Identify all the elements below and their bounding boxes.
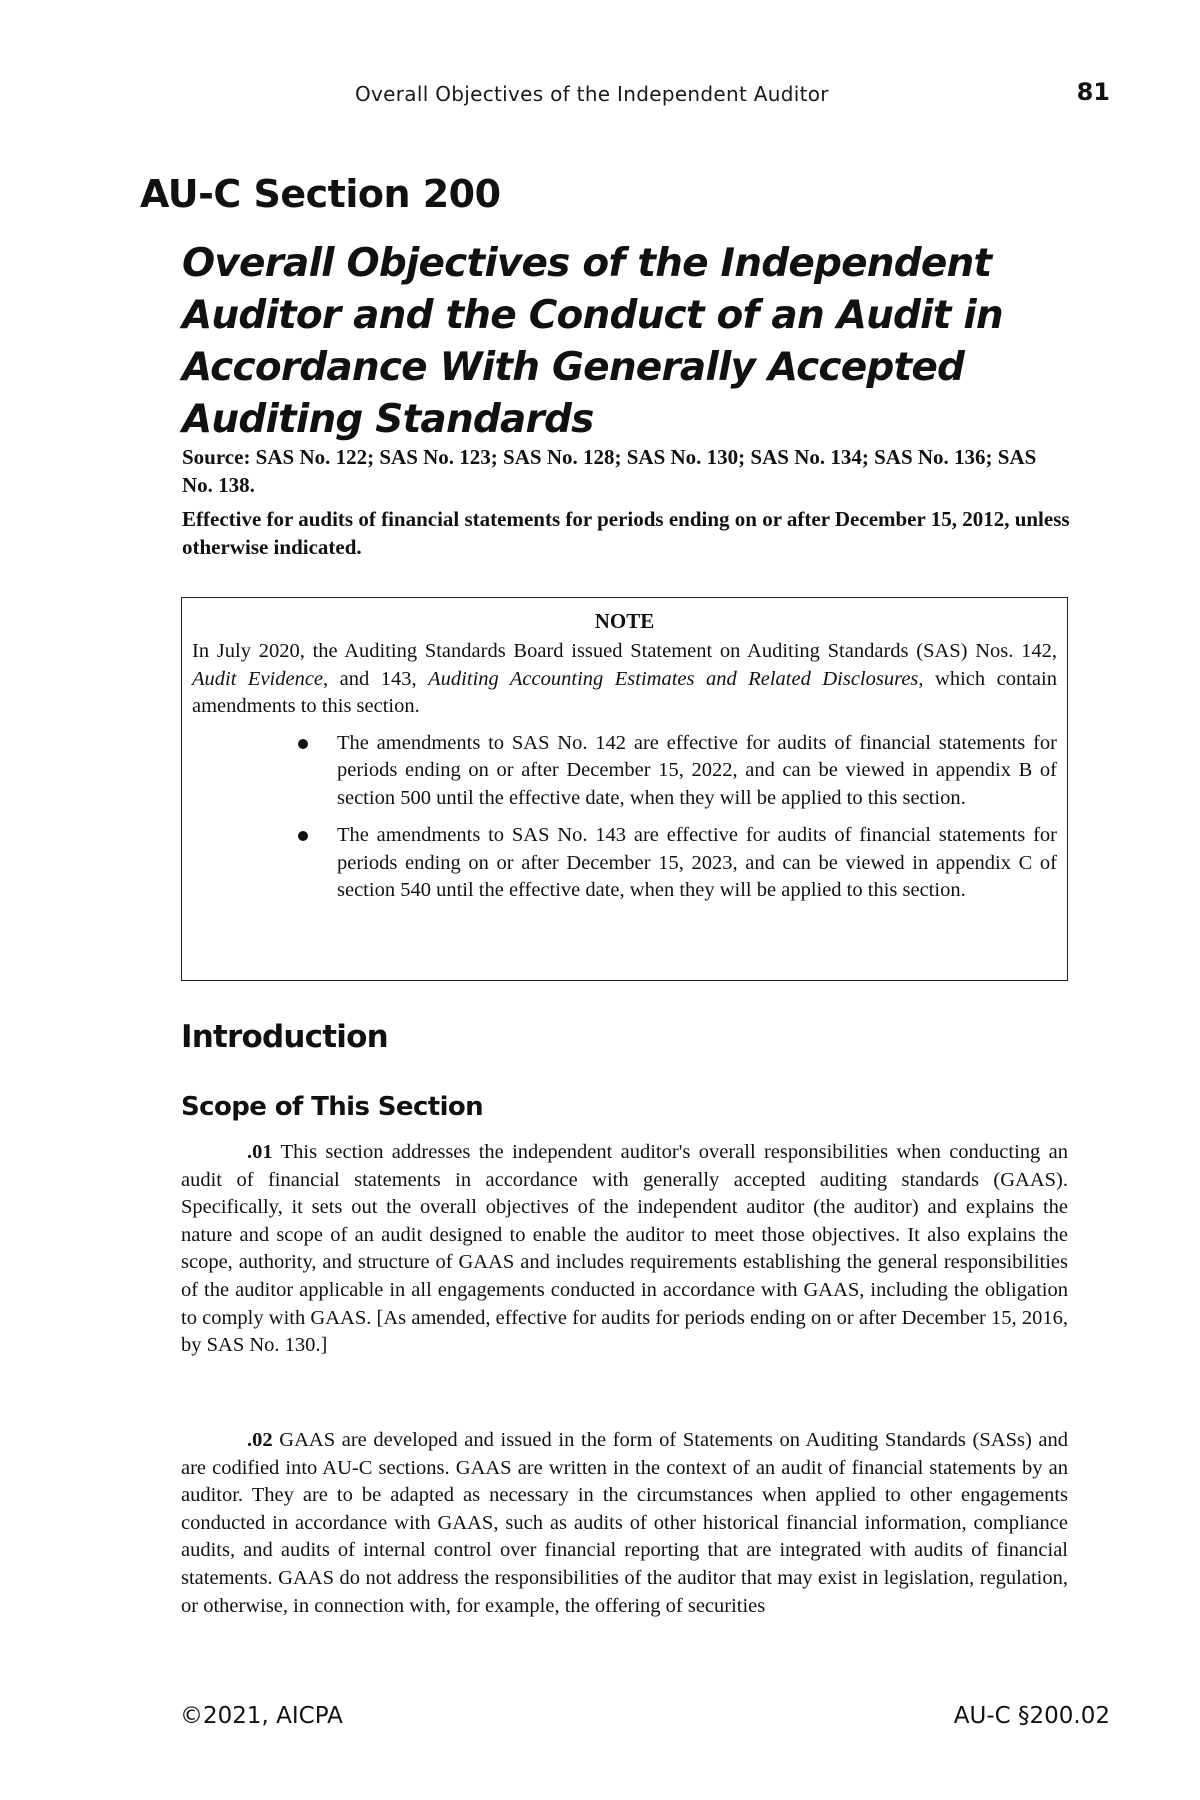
bullet-icon	[298, 739, 308, 749]
note-bullet-list	[192, 730, 1057, 905]
footer-copyright: ©2021, AICPA	[180, 1703, 343, 1729]
note-intro-title-2: Auditing Accounting Estimates and Related Disclosures	[428, 667, 919, 690]
note-intro	[192, 638, 1057, 721]
note-bullet	[192, 730, 1057, 813]
effective-date-line: Effective for audits of financial statements for periods ending on or after December 15, 2012, unless otherwise indicated.	[182, 507, 1070, 559]
note-intro-middle: , and 143,	[323, 667, 429, 690]
note-intro-title-1: Audit Evidence	[192, 667, 324, 690]
paragraph-02	[181, 1427, 1068, 1620]
note-bullet	[192, 822, 1057, 905]
note-title: NOTE	[594, 609, 655, 633]
footer-reference: AU-C §200.02	[953, 1703, 1110, 1729]
running-title: Overall Objectives of the Independent Auditor	[355, 82, 829, 106]
paragraph-number: .02	[247, 1429, 273, 1451]
introduction-heading: Introduction	[181, 1019, 388, 1055]
note-bullet-text: The amendments to SAS No. 142 are effective for audits of financial statements for periods ending on or after December 15, 2022, and can be viewed in appendix B of section 500 until the effective date, when they will be applied to this section.	[337, 731, 1057, 809]
paragraph-text: GAAS are developed and issued in the form of Statements on Auditing Standards (SASs) and are codified into AU-C sections. GAAS are written in the context of an audit of financial statements by an auditor. They are to be adapted as necessary in the circumstances when applied to other engagements conducted in accordance with GAAS, such as audits of other historical financial information, compliance audits, and audits of internal control over financial reporting that are integrated with audits of financial statements. GAAS do not address the responsibilities of the auditor that may exist in legislation, regulation, or otherwise, in connection with, for example, the offering of securities	[181, 1429, 1069, 1617]
paragraph-01	[181, 1139, 1068, 1360]
running-header	[0, 78, 1200, 114]
note-intro-after: , which contain amendments to this section.	[192, 667, 1057, 717]
note-box	[181, 597, 1068, 981]
section-label: AU-C Section 200	[140, 172, 501, 216]
page-number: 81	[1076, 78, 1110, 106]
bullet-icon	[298, 831, 308, 841]
paragraph-number: .01	[247, 1141, 273, 1163]
note-intro-before: In July 2020, the Auditing Standards Board issued Statement on Auditing Standards (SAS) Nos. 142,	[192, 640, 1057, 662]
note-bullet-text: The amendments to SAS No. 143 are effective for audits of financial statements for periods ending on or after December 15, 2023, and can be viewed in appendix C of section 540 until the effective date, when they will be applied to this section.	[337, 824, 1057, 901]
scope-heading: Scope of This Section	[181, 1092, 484, 1122]
section-title: Overall Objectives of the Independent Auditor and the Conduct of an Audit in Accordance With Generally Accepted Auditing Standards	[182, 241, 1003, 442]
source-line: Source: SAS No. 122; SAS No. 123; SAS No. 128; SAS No. 130; SAS No. 134; SAS No. 136; SAS No. 138.	[182, 445, 1037, 497]
paragraph-text: This section addresses the independent auditor's overall responsibilities when conducting an audit of financial statements in accordance with generally accepted auditing standards (GAAS). Specifically, it sets out the overall objectives of the independent auditor (the auditor) and explains the nature and scope of an audit designed to enable the auditor to meet those objectives. It also explains the scope, authority, and structure of GAAS and includes requirements establishing the general responsibilities of the auditor applicable in all engagements conducted in accordance with GAAS, including the obligation to comply with GAAS. [As amended, effective for audits for periods ending on or after December 15, 2016, by SAS No. 130.]	[181, 1141, 1068, 1357]
